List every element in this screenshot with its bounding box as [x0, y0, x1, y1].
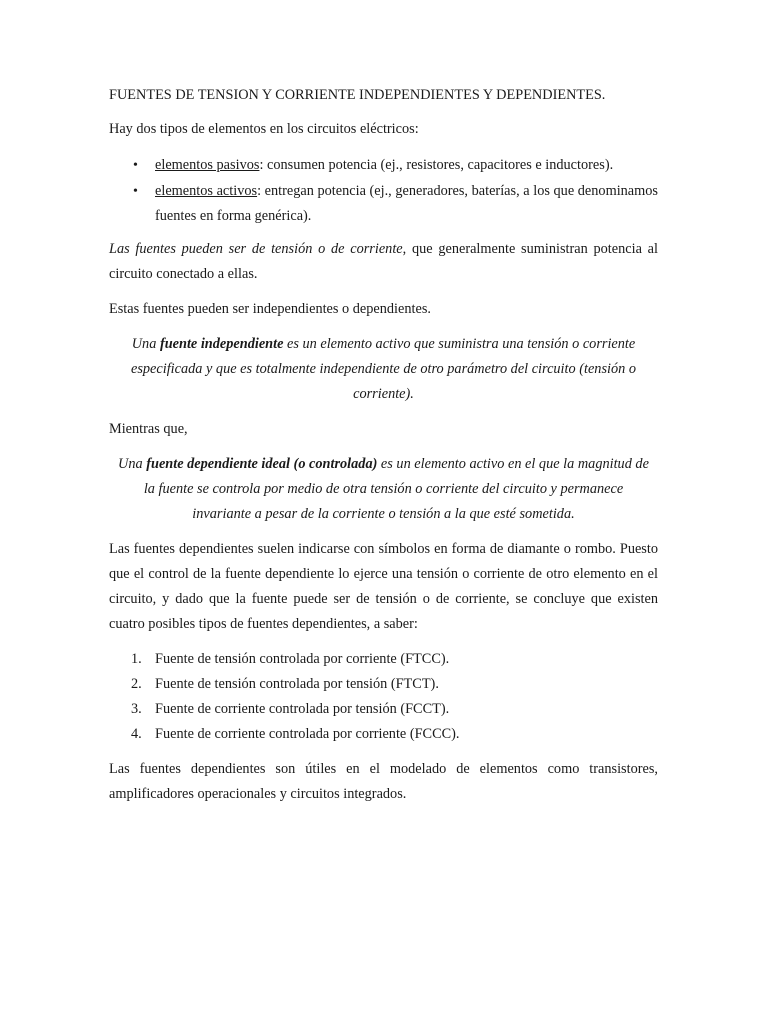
bullet-icon: • [133, 184, 138, 199]
list-text: Fuente de corriente controlada por tensión (FCCT). [155, 701, 450, 717]
definition-pre: Una [118, 456, 147, 472]
list-item [109, 179, 658, 229]
intro-paragraph: Hay dos tipos de elementos en los circuitos eléctricos: [109, 121, 419, 137]
definition-pre: Una [131, 336, 160, 352]
bullet-icon: • [133, 158, 138, 173]
independent-definition [109, 332, 658, 407]
list-item [109, 697, 658, 722]
list-number: 3. [131, 701, 142, 717]
final-paragraph: Las fuentes dependientes son útiles en el modelado de elementos como transistores, amplificadores operacionales y circuitos integrados. [109, 761, 658, 802]
bullet-text: : entregan potencia (ej., generadores, baterías, a los que denominamos fuentes en forma genérica). [155, 183, 658, 224]
definition-text: es un elemento activo que suministra una tensión o corriente especificada y que es totalmente independiente de otro parámetro del circuito (tensión o corriente). [130, 336, 637, 402]
dependent-types-list [109, 647, 658, 747]
sources-paragraph [109, 237, 658, 287]
sources-rest-text: , que generalmente suministran potencia al circuito conectado a ellas. [109, 241, 658, 282]
list-number: 4. [131, 726, 142, 742]
list-text: Fuente de tensión controlada por tensión (FTCT). [155, 676, 439, 692]
list-text: Fuente de corriente controlada por corriente (FCCC). [155, 726, 460, 742]
list-item [109, 647, 658, 672]
document-title: FUENTES DE TENSION Y CORRIENTE INDEPENDIENTES Y DEPENDIENTES. [109, 87, 606, 103]
bullet-term: elementos pasivos [155, 157, 260, 173]
list-number: 1. [131, 651, 142, 667]
diamond-paragraph: Las fuentes dependientes suelen indicarse con símbolos en forma de diamante o rombo. Puesto que el control de la fuente dependiente lo ejerce una tensión o corriente de otro elemento en el circuito, y dado que la fuente puede ser de tensión o de corriente, se concluye que existen cuatro posibles tipos de fuentes dependientes, a saber: [109, 541, 658, 632]
list-item [109, 153, 658, 178]
sources-italic-text: Las fuentes pueden ser de tensión o de corriente [109, 241, 403, 257]
definition-term: fuente independiente [159, 336, 284, 352]
definition-text: es un elemento activo en el que la magnitud de la fuente se controla por medio de otra tensión o corriente del circuito y permanece invariante a pesar de la corriente o tensión a la que esté sometida. [143, 456, 649, 522]
mientras-paragraph: Mientras que, [109, 421, 188, 437]
definition-term: fuente dependiente ideal (o controlada) [146, 456, 378, 472]
list-item [109, 672, 658, 697]
list-number: 2. [131, 676, 142, 692]
list-text: Fuente de tensión controlada por corriente (FTCC). [155, 651, 450, 667]
types-paragraph: Estas fuentes pueden ser independientes o dependientes. [109, 301, 431, 317]
dependent-definition [109, 452, 658, 527]
list-item [109, 722, 658, 747]
bullet-term: elementos activos [155, 183, 258, 199]
bullet-text: : consumen potencia (ej., resistores, capacitores e inductores). [259, 157, 614, 173]
element-types-list [109, 153, 658, 229]
document-body [109, 85, 658, 817]
